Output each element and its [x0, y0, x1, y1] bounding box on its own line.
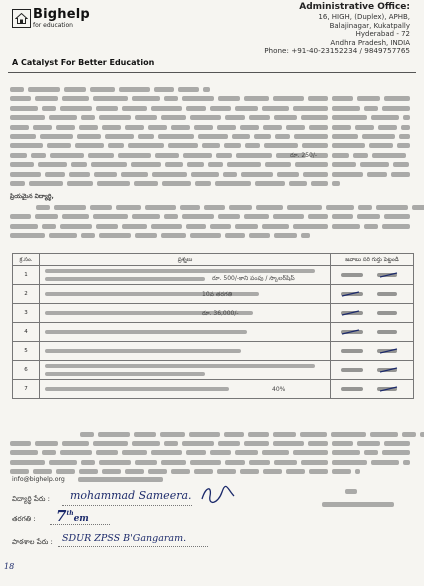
row-number: 7 [13, 380, 40, 399]
question-cell [40, 266, 331, 285]
answer-cell[interactable] [331, 285, 414, 304]
col-header-questions: ప్రశ్నలు [40, 254, 331, 266]
question-cell [40, 342, 331, 361]
checkmark-icon [341, 326, 361, 338]
address-line: Hyderabad - 72 [355, 30, 410, 39]
question-hint: 40% [272, 386, 286, 393]
contact-email: info@bighelp.org [12, 476, 65, 483]
address-line: Balajinagar, Kukatpally [329, 21, 410, 30]
table-row [13, 285, 414, 304]
checkmark-icon [379, 345, 399, 357]
answer-cell[interactable] [331, 361, 414, 380]
question-hint: 10వ తరగతి [202, 291, 233, 298]
answer-cell[interactable] [331, 323, 414, 342]
signature-scribble-icon [198, 484, 238, 506]
row-number: 2 [13, 285, 40, 304]
fee-amount: రూ. 250/- [290, 152, 318, 159]
checkmark-icon [379, 383, 399, 395]
class-label: తరగతి : [12, 515, 36, 523]
student-name-label: విద్యార్థి పేరు : [12, 495, 50, 503]
office-address-block [240, 2, 410, 56]
row-number: 3 [13, 304, 40, 323]
header-divider [8, 72, 416, 73]
row-number: 5 [13, 342, 40, 361]
table-row [13, 380, 414, 399]
office-title: Administrative Office: [299, 2, 410, 12]
class-number: 7 [56, 507, 67, 525]
answer-cell[interactable] [331, 266, 414, 285]
school-name-value: SDUR ZPSS B'Gangaram. [62, 533, 187, 544]
question-cell [40, 304, 331, 323]
brand-name: Bighelp [33, 7, 90, 22]
table-row [13, 266, 414, 285]
row-number: 6 [13, 361, 40, 380]
class-suffix: em [73, 514, 89, 524]
checkmark-icon [341, 307, 361, 319]
table-row [13, 304, 414, 323]
row-number: 4 [13, 323, 40, 342]
col-header-answer: జవాబు సరి గుర్తు పెట్టండి [331, 254, 414, 266]
greeting-line: ప్రియమైన విద్యార్థి, [10, 193, 54, 200]
questionnaire-table [12, 253, 414, 399]
checkmark-icon [341, 288, 361, 300]
question-hint: రూ. 36,000/- [202, 310, 239, 317]
address-line: 16, HIGH, (Duplex), APHB, [318, 13, 410, 21]
tagline: A Catalyst For Better Education [12, 58, 155, 67]
table-row [13, 361, 414, 380]
question-cell [40, 323, 331, 342]
question-cell [40, 285, 331, 304]
question-hint: రూ. 500/-కాని పంపు / స్కాలర్‌షిప్ [212, 275, 295, 282]
bighelp-logo-icon [12, 9, 31, 28]
question-cell [40, 380, 331, 399]
table-row [13, 323, 414, 342]
row-number: 1 [13, 266, 40, 285]
answer-cell[interactable] [331, 304, 414, 323]
student-name-value: mohammad Sameera. [70, 489, 192, 502]
answer-cell[interactable] [331, 342, 414, 361]
class-underline [50, 524, 110, 525]
school-underline [58, 546, 208, 547]
question-cell [40, 361, 331, 380]
class-suffix-sup: th [66, 510, 74, 517]
school-name-label: పాఠశాల పేరు : [12, 538, 53, 546]
table-row [13, 342, 414, 361]
checkmark-icon [379, 364, 399, 376]
margin-page-mark: 18 [4, 562, 15, 571]
address-line: Andhra Pradesh, INDIA [330, 38, 410, 47]
answer-cell[interactable] [331, 380, 414, 399]
checkmark-icon [379, 269, 399, 281]
col-header-number: క్ర.సం. [13, 254, 40, 266]
name-underline [62, 505, 192, 506]
office-phone: Phone: +91-40-23152234 / 9849757765 [264, 46, 410, 56]
brand-subtitle: for education [33, 22, 73, 29]
class-value [56, 507, 89, 525]
